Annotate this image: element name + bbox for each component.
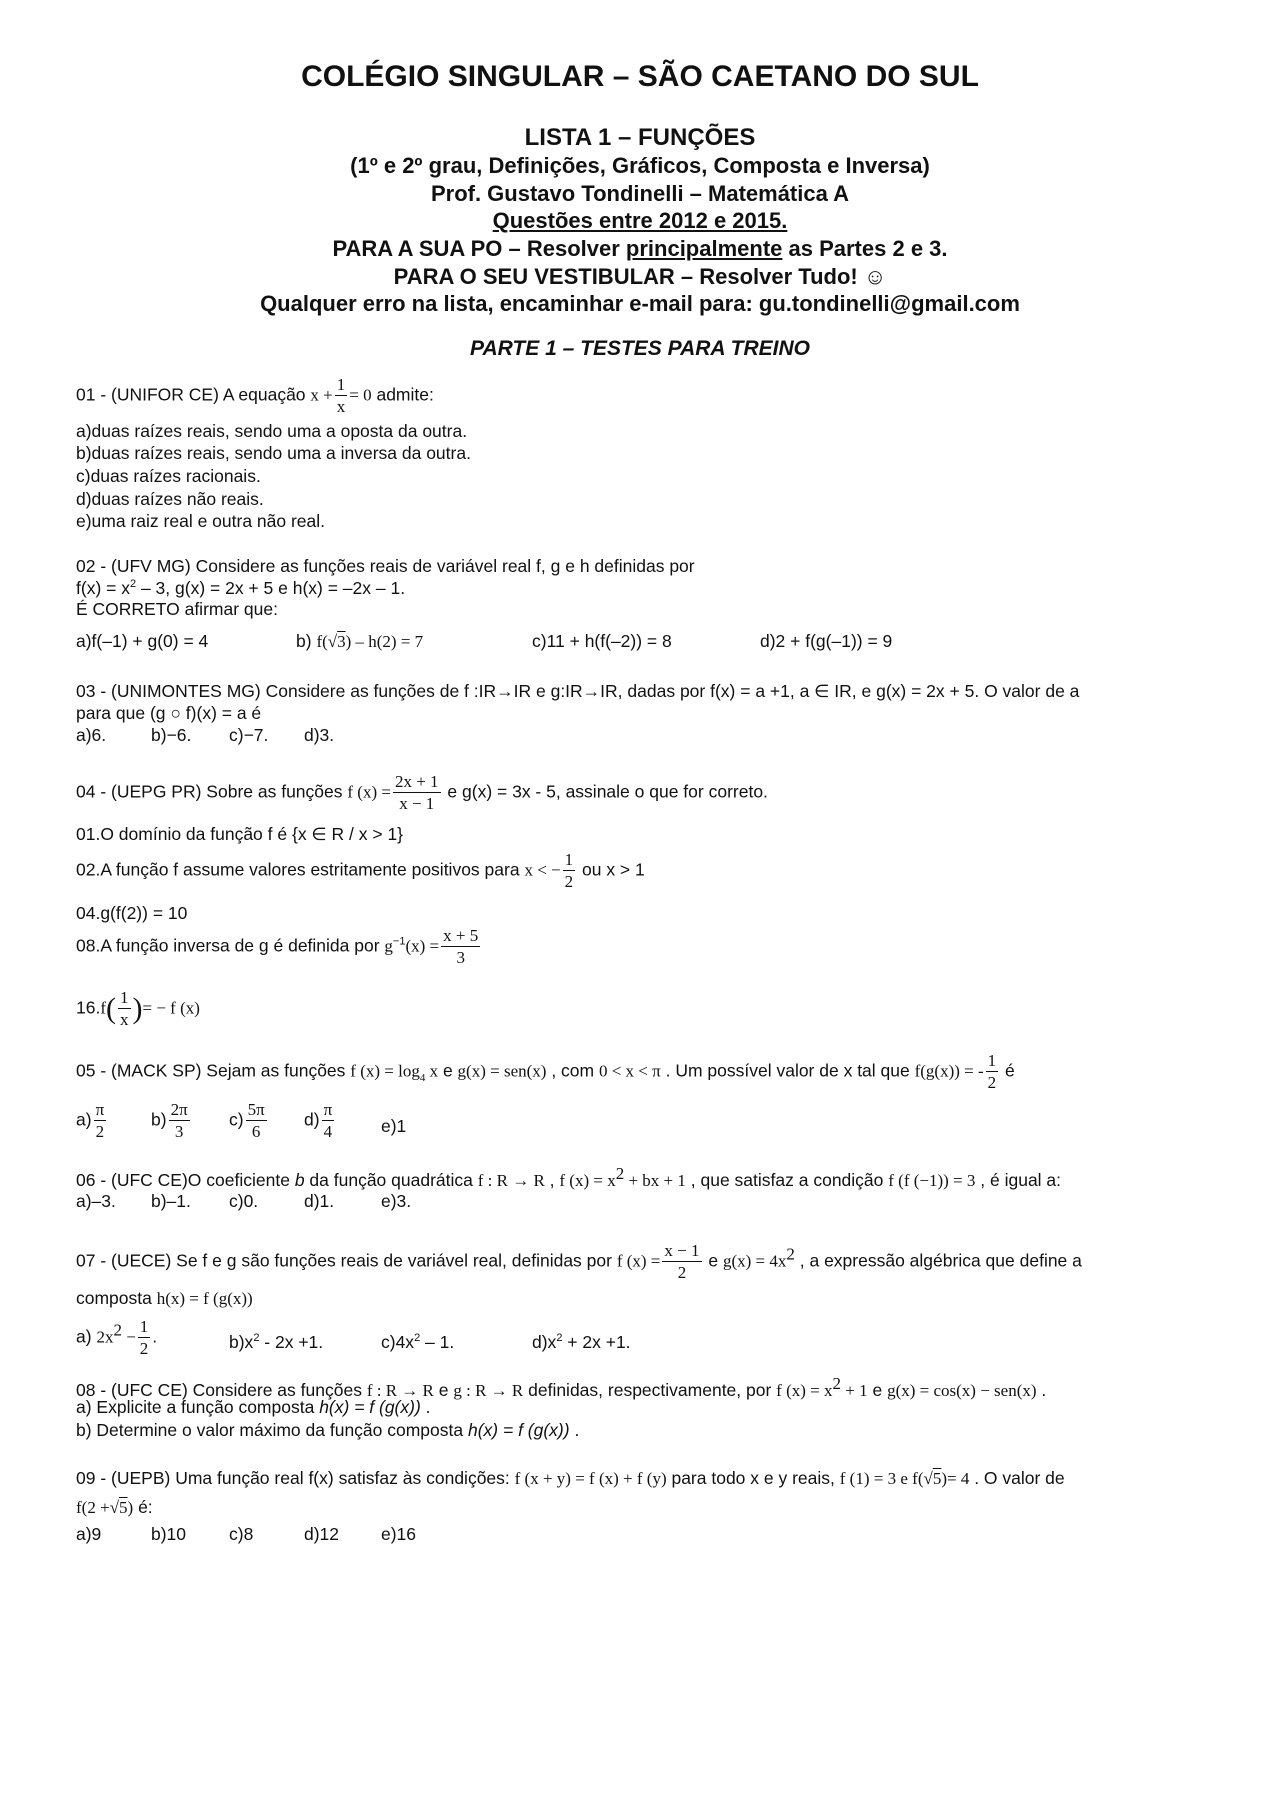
- q04-item-08-lhs: (x) =: [405, 936, 440, 956]
- q03-option-d: d)3.: [304, 725, 335, 745]
- q07-b-rest: - 2x +1.: [259, 1332, 324, 1352]
- q04-item-16: [76, 987, 200, 1031]
- q01-den: x: [336, 397, 346, 417]
- q08-b-text: b) Determine o valor máximo da função composta: [76, 1420, 468, 1440]
- q09-eq: f (x + y) = f (x) + f (y): [514, 1469, 667, 1488]
- q07-composta: h(x) = f (g(x)): [156, 1289, 253, 1308]
- q04-item-08: [76, 925, 482, 969]
- q02-statement: 02 - (UFV MG) Considere as funções reais de variável real f, g e h definidas por: [76, 556, 695, 576]
- email-line: Qualquer erro na lista, encaminhar e-mail para: gu.tondinelli@gmail.com: [260, 291, 1020, 316]
- q09-option-e: e)16: [381, 1524, 417, 1544]
- q05-option-d: [304, 1099, 336, 1143]
- q04-item-02-text: 02.A função f assume valores estritamente positivos para: [76, 859, 525, 880]
- q05-option-a: [76, 1099, 108, 1143]
- q09-l2-inner: 2 +: [87, 1498, 110, 1517]
- q04-num: 2x + 1: [393, 771, 441, 793]
- q05-g: g(x) = sen(x): [457, 1061, 547, 1081]
- list-topics: (1º e 2º grau, Definições, Gráficos, Composta e Inversa): [350, 153, 930, 178]
- q09-statement: [76, 1468, 1065, 1489]
- q09-f5-arg: (√5): [917, 1469, 947, 1488]
- q02-prompt: É CORRETO afirmar que:: [76, 599, 278, 619]
- q05-with: , com: [546, 1060, 599, 1081]
- po-text-a: PARA A SUA PO – Resolver: [332, 236, 626, 261]
- q08-a-text: a) Explicite a função composta: [76, 1397, 320, 1417]
- q01-option-c: c)duas raízes racionais.: [76, 466, 261, 486]
- q09-l2-radicand: 5: [119, 1498, 128, 1517]
- q09-f1: f (1) = 3: [839, 1469, 897, 1488]
- q04-item-02-den: 2: [564, 872, 574, 892]
- q05-a-num: π: [94, 1099, 107, 1121]
- q07-a-label: a): [76, 1326, 97, 1347]
- q09-l2-f: f: [76, 1498, 82, 1517]
- q05-a-label: a): [76, 1109, 92, 1130]
- q04-statement: [76, 771, 768, 815]
- q08-text-mid: definidas, respectivamente, por: [523, 1379, 777, 1400]
- po-line: [0, 236, 1280, 262]
- q08-gx: g(x) = cos(x) − sen(x): [887, 1380, 1037, 1400]
- q01-num: 1: [335, 374, 348, 396]
- q05-c-label: c): [229, 1109, 244, 1130]
- q05-c-den: 6: [251, 1122, 261, 1142]
- q07-and: e: [703, 1250, 723, 1271]
- q05-d-num: π: [322, 1099, 335, 1121]
- q04-item-08-fraction: [441, 925, 480, 969]
- q06-text-mid: da função quadrática: [304, 1169, 478, 1190]
- q04-den: x − 1: [399, 794, 435, 814]
- q04-item-02-num: 1: [563, 849, 576, 871]
- q06-f-rest: + bx + 1: [624, 1170, 686, 1190]
- school-title: COLÉGIO SINGULAR – SÃO CAETANO DO SUL: [301, 60, 979, 93]
- q09-text: 09 - (UEPB) Uma função real f(x) satisfaz às condições:: [76, 1468, 515, 1488]
- q09-l2-arg: (2 +√5): [81, 1498, 134, 1517]
- q09-text-end: . O valor de: [969, 1468, 1065, 1488]
- q08-and: e: [433, 1379, 454, 1400]
- q04-item-16-num: 1: [118, 987, 131, 1009]
- q07-g: g(x) = 4x: [722, 1251, 787, 1271]
- q07-statement: [76, 1240, 1082, 1284]
- q04-item-08-sup: −1: [392, 935, 406, 948]
- q01-option-b: b)duas raízes reais, sendo uma a inversa da outra.: [76, 443, 471, 463]
- q05-statement: [76, 1050, 1015, 1094]
- q09-statement-2: [76, 1497, 153, 1518]
- q05-option-b: [151, 1099, 192, 1143]
- q04-item-02-lhs: x < −: [524, 860, 561, 880]
- q05-d-fraction: [322, 1099, 335, 1143]
- q04-item-04: 04.g(f(2)) = 10: [76, 903, 188, 923]
- q08-a-end: .: [420, 1397, 431, 1417]
- q02-b-sqrt: √3: [327, 632, 346, 651]
- q05-d-den: 4: [323, 1122, 333, 1142]
- q08-fx: f (x) = x: [776, 1380, 833, 1400]
- q05-option-e: e)1: [381, 1116, 407, 1136]
- q09-option-c: c)8: [229, 1524, 254, 1544]
- q09-option-a: a)9: [76, 1524, 102, 1544]
- q03-option-c: c)−7.: [229, 725, 269, 745]
- q02-option-b: [296, 631, 423, 652]
- q07-a-exponent: 2: [113, 1320, 122, 1340]
- q09-f5-radicand: 5: [932, 1469, 942, 1488]
- q06-condition-text: , que satisfaz a condição: [685, 1169, 889, 1190]
- q01-eq-left: x +: [310, 385, 333, 405]
- q07-text: 07 - (UECE) Se f e g são funções reais de variável real, definidas por: [76, 1250, 617, 1271]
- q02-b-label: b): [296, 631, 317, 651]
- list-title: LISTA 1 – FUNÇÕES: [524, 124, 756, 151]
- q07-g-exponent: 2: [786, 1244, 795, 1264]
- q07-fraction: [662, 1240, 701, 1284]
- q07-a-den: 2: [139, 1339, 149, 1359]
- q05-text: 05 - (MACK SP) Sejam as funções: [76, 1060, 351, 1081]
- q06-map: f : R → R: [477, 1170, 545, 1190]
- q07-composta-label: composta: [76, 1288, 157, 1308]
- q08-f-rest: + 1: [841, 1380, 868, 1400]
- q05-and: e: [438, 1060, 458, 1081]
- q05-fg-num: 1: [986, 1050, 999, 1072]
- q02-b-rest: ) – h(2) = 7: [345, 632, 424, 651]
- q05-fg-den: 2: [987, 1073, 997, 1093]
- q02-exponent: 2: [129, 578, 137, 591]
- q05-log-base: 4: [419, 1071, 426, 1084]
- q01-text: 01 - (UNIFOR CE) A equação: [76, 384, 311, 405]
- q09-and: e: [896, 1469, 913, 1488]
- q05-f: f (x) = log: [350, 1061, 420, 1081]
- q07-statement-2: [76, 1288, 253, 1309]
- q05-text-mid: . Um possível valor de x tal que: [660, 1060, 915, 1081]
- q04-item-16-close-paren: ): [132, 991, 143, 1025]
- q06-exponent: 2: [615, 1164, 625, 1183]
- q08-part-a: [76, 1397, 431, 1418]
- q06-option-d: d)1.: [304, 1191, 335, 1211]
- q05-c-fraction: [246, 1099, 267, 1143]
- po-text-c: as Partes 2 e 3.: [782, 236, 948, 261]
- q04-item-08-den: 3: [456, 948, 465, 968]
- q07-b-exponent: 2: [253, 1332, 260, 1345]
- q09-option-d: d)12: [304, 1524, 340, 1544]
- q06-statement: [76, 1164, 1061, 1191]
- q02-option-a: a)f(–1) + g(0) = 4: [76, 631, 209, 651]
- q02-option-d: d)2 + f(g(–1)) = 9: [760, 631, 893, 651]
- q04-f-lhs: f (x) =: [347, 782, 391, 802]
- q08-a-eq: h(x) = f (g(x)): [319, 1397, 421, 1417]
- q07-text-end: , a expressão algébrica que define a: [794, 1250, 1082, 1271]
- q04-item-16-den: x: [120, 1010, 129, 1030]
- q08-and-2: e: [867, 1379, 888, 1400]
- q06-b: b: [294, 1169, 305, 1190]
- q06-fx: f (x) = x: [559, 1170, 616, 1190]
- q02-gh-def: – 3, g(x) = 2x + 5 e h(x) = –2x – 1.: [136, 578, 406, 598]
- q01-option-e: e)uma raiz real e outra não real.: [76, 511, 326, 531]
- q06-text-end: , é igual a:: [975, 1169, 1062, 1190]
- q01-statement: [76, 374, 434, 418]
- q04-item-02-end: ou x > 1: [577, 859, 645, 880]
- q07-c-text: c)4x: [381, 1332, 415, 1352]
- q07-d-exponent: 2: [556, 1332, 563, 1345]
- q02-b-radicand: 3: [337, 632, 346, 651]
- q08-exponent: 2: [832, 1374, 841, 1393]
- q03-statement: 03 - (UNIMONTES MG) Considere as funções de f :IR→IR e g:IR→IR, dadas por f(x) = a +1, a ∈ IR, e g(x) = 2x + 5. O valor de a: [76, 681, 1080, 701]
- po-emphasis: principalmente: [625, 236, 783, 261]
- q07-a-fraction: [138, 1316, 151, 1360]
- teacher-line: Prof. Gustavo Tondinelli – Matemática A: [430, 181, 850, 206]
- q09-option-b: b)10: [151, 1524, 187, 1544]
- q07-option-a: [76, 1316, 157, 1360]
- q01-fraction: [335, 374, 348, 418]
- q04-text-end: e g(x) = 3x - 5, assinale o que for correto.: [442, 781, 768, 802]
- q06-condition: f (f (−1)) = 3: [888, 1170, 976, 1190]
- q04-text: 04 - (UEPG PR) Sobre as funções: [76, 781, 348, 802]
- q08-f-map: f : R → R: [366, 1380, 434, 1400]
- q05-fg: f(g(x)) = -: [914, 1061, 984, 1081]
- q07-c-exponent: 2: [414, 1332, 421, 1345]
- q07-d-rest: + 2x +1.: [562, 1332, 631, 1352]
- q04-item-08-g: g: [384, 936, 393, 956]
- q05-d-label: d): [304, 1109, 320, 1130]
- q02-f-def: f(x) = x: [76, 578, 130, 598]
- q06-option-a: a)–3.: [76, 1191, 116, 1211]
- q05-text-end: é: [1000, 1060, 1015, 1081]
- q07-d-text: d)x: [532, 1332, 557, 1352]
- q04-item-16-rhs: = − f (x): [142, 998, 200, 1018]
- q06-comma: ,: [544, 1169, 560, 1190]
- q01-text-end: admite:: [371, 384, 434, 405]
- q06-option-b: b)–1.: [151, 1191, 191, 1211]
- q04-item-01: 01.O domínio da função f é {x ∈ R / x > 1}: [76, 824, 404, 844]
- q04-item-16-open-paren: (: [106, 991, 116, 1025]
- q08-part-b: [76, 1420, 579, 1441]
- q05-fg-fraction: [986, 1050, 999, 1094]
- q01-eq-right: = 0: [349, 385, 372, 405]
- q06-text: 06 - (UFC CE)O coeficiente: [76, 1169, 295, 1190]
- q05-f-x: x: [425, 1061, 439, 1081]
- vestibular-line: PARA O SEU VESTIBULAR – Resolver Tudo! ☺: [393, 264, 887, 289]
- q09-l2-end: é:: [133, 1497, 153, 1517]
- q05-b-label: b): [151, 1109, 167, 1130]
- part1-title: PARTE 1 – TESTES PARA TREINO: [470, 337, 810, 360]
- q03-option-a: a)6.: [76, 725, 107, 745]
- q07-option-c: [381, 1332, 454, 1353]
- q07-a-end: .: [152, 1326, 158, 1347]
- q07-num: x − 1: [662, 1240, 701, 1262]
- q06-option-c: c)0.: [229, 1191, 259, 1211]
- q02-definitions: [76, 578, 405, 599]
- q07-c-rest: – 1.: [420, 1332, 455, 1352]
- q09-f5-rhs: = 4: [946, 1469, 970, 1488]
- q07-a-term: 2x: [96, 1327, 114, 1347]
- q08-text-end: .: [1036, 1379, 1047, 1400]
- q05-c-num: 5π: [246, 1099, 267, 1121]
- q05-b-num: 2π: [169, 1099, 190, 1121]
- q02-option-c: c)11 + h(f(–2)) = 8: [532, 631, 672, 651]
- q07-option-b: [229, 1332, 323, 1353]
- q04-fraction: [393, 771, 441, 815]
- q04-item-16-fraction: [118, 987, 131, 1031]
- q04-item-16-label: 16.: [76, 997, 101, 1018]
- q09-text-mid: para todo x e y reais,: [666, 1468, 840, 1488]
- q05-a-den: 2: [95, 1122, 105, 1142]
- q04-item-08-text: 08.A função inversa de g é definida por: [76, 935, 385, 956]
- q07-a-num: 1: [138, 1316, 151, 1338]
- q05-a-fraction: [94, 1099, 107, 1143]
- q01-option-a: a)duas raízes reais, sendo uma a oposta da outra.: [76, 421, 468, 441]
- q04-item-02-fraction: [563, 849, 576, 893]
- q08-b-eq: h(x) = f (g(x)): [467, 1420, 570, 1440]
- q07-b-text: b)x: [229, 1332, 254, 1352]
- q01-option-d: d)duas raízes não reais.: [76, 489, 264, 509]
- q08-g-map: g : R → R: [453, 1380, 524, 1400]
- q04-item-02: [76, 849, 645, 893]
- years-line: Questões entre 2012 e 2015.: [492, 208, 788, 233]
- q05-b-fraction: [169, 1099, 190, 1143]
- q08-b-end: .: [569, 1420, 580, 1440]
- q03-option-b: b)−6.: [151, 725, 192, 745]
- q05-domain: 0 < x < π: [598, 1061, 661, 1081]
- q08-text: 08 - (UFC CE) Considere as funções: [76, 1379, 367, 1400]
- q03-statement-2: para que (g ○ f)(x) = a é: [76, 703, 262, 723]
- q09-f5: f: [912, 1469, 918, 1488]
- q07-a-minus: −: [121, 1327, 136, 1347]
- q07-f-lhs: f (x) =: [616, 1251, 661, 1271]
- q06-option-e: e)3.: [381, 1191, 412, 1211]
- q04-item-16-f: f: [100, 998, 106, 1018]
- q04-item-08-num: x + 5: [441, 925, 480, 947]
- q05-b-den: 3: [174, 1122, 184, 1142]
- q02-b-f: f(: [316, 632, 328, 651]
- q07-option-d: [532, 1332, 631, 1353]
- q07-den: 2: [677, 1263, 687, 1283]
- q05-option-c: [229, 1099, 269, 1143]
